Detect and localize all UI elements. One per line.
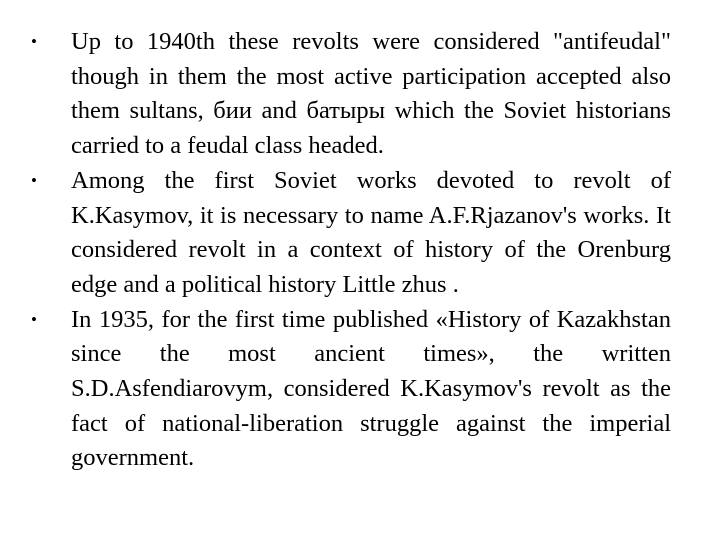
bullet-text: In 1935, for the first time published «History of Kazakhstan since the most ancient times», the written S.D.Asfendiarovym, considered K.Kasymov's revolt as the fact of national-liberation struggle against the imperial government. <box>71 305 671 472</box>
bullet-marker: • <box>31 309 37 329</box>
bullet-item-1 <box>31 25 671 164</box>
bullet-list <box>31 25 671 476</box>
bullet-marker: • <box>31 170 37 190</box>
bullet-item-2 <box>31 164 671 303</box>
bullet-text: Up to 1940th these revolts were considered "antifeudal" though in them the most active participation accepted also them sultans, бии and батыры which the Soviet historians carried to a feudal class headed. <box>71 28 671 160</box>
bullet-marker: • <box>31 32 37 51</box>
bullet-text: Among the first Soviet works devoted to revolt of K.Kasymov, it is necessary to name A.F.Rjazanov's works. It considered revolt in a context of history of the Orenburg edge and a political history Little zhus . <box>71 166 671 298</box>
bullet-item-3 <box>31 303 671 477</box>
